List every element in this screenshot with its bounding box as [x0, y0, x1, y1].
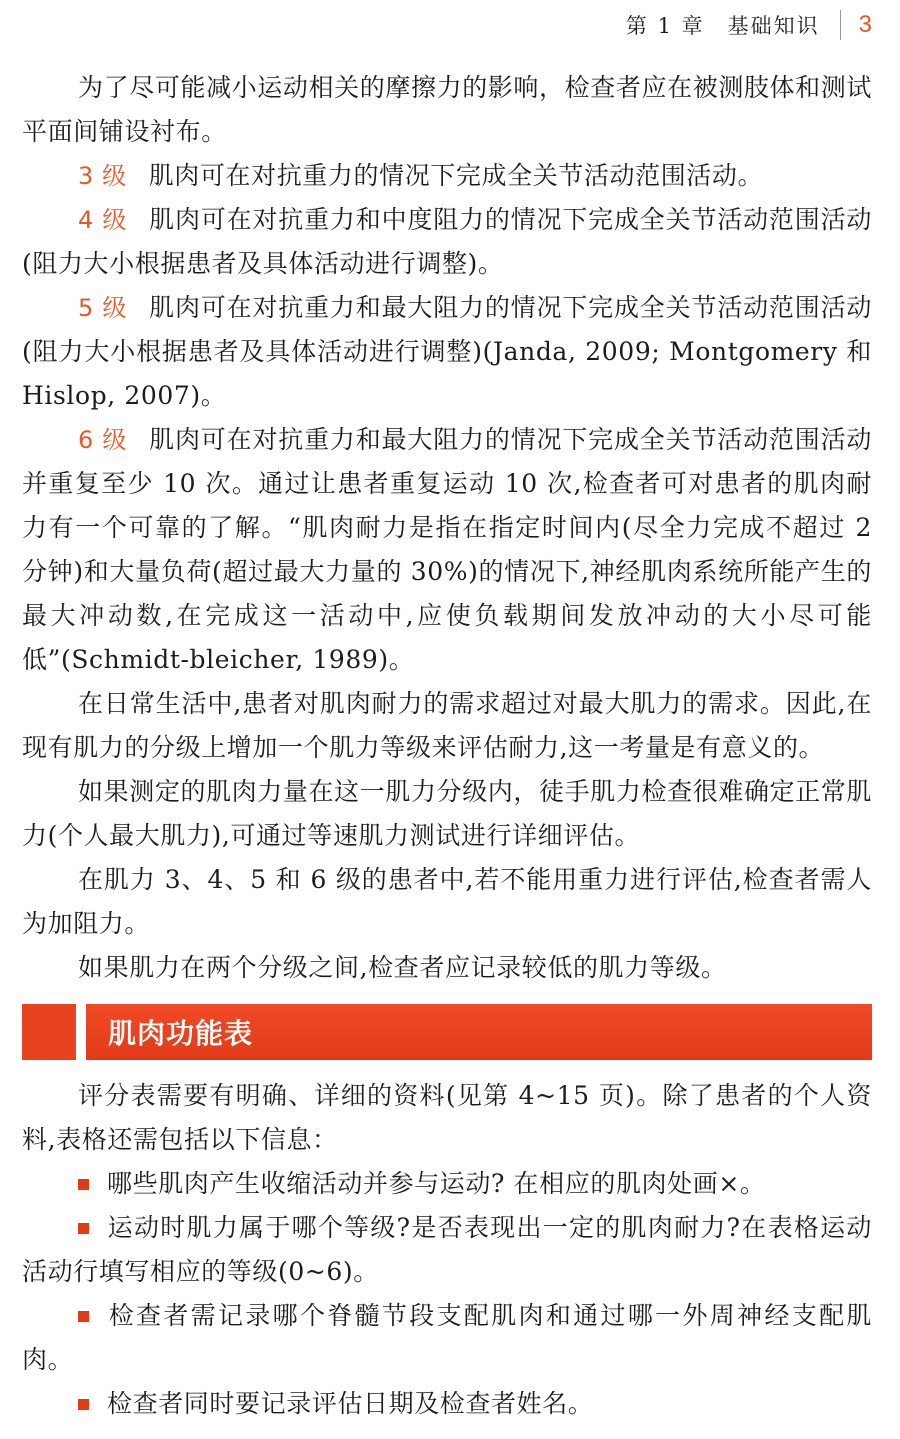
header-divider — [840, 10, 841, 40]
grade-5-label: 5 级 — [78, 294, 128, 322]
list-item: 哪些肌肉产生收缩活动并参与运动? 在相应的肌肉处画×。 — [22, 1162, 872, 1206]
grade-4-label: 4 级 — [78, 206, 128, 234]
section-title: 肌肉功能表 — [108, 1017, 254, 1050]
paragraph-friction: 为了尽可能减小运动相关的摩擦力的影响，检查者应在被测肢体和测试平面间铺设衬布。 — [22, 73, 872, 146]
grade-4-text: 肌肉可在对抗重力和中度阻力的情况下完成全关节活动范围活动(阻力大小根据患者及具体活动进行调整)。 — [22, 205, 872, 278]
list-item: 检查者同时要记录评估日期及检查者姓名。 — [22, 1382, 872, 1426]
list-item: 运动时肌力属于哪个等级?是否表现出一定的肌肉耐力?在表格运动活动行填写相应的等级(0~6)。 — [22, 1213, 872, 1286]
grade-6-text: 肌肉可在对抗重力和最大阻力的情况下完成全关节活动范围活动并重复至少 10 次。通过让患者重复运动 10 次,检查者可对患者的肌肉耐力有一个可靠的了解。“肌肉耐力是指在指定时间内(尽全力完成不超过 2 分钟)和大量负荷(超过最大力量的 30%)的情况下,神经肌肉系统所能产生的最大冲动数,在完成这一活动中,应使负载期间发放冲动的大小尽可能低”(Schmidt-bleicher, 1989)。 — [22, 425, 872, 674]
grade-6-paragraph — [22, 418, 872, 682]
square-bullet-icon — [78, 1223, 89, 1234]
grade-6-label: 6 级 — [78, 426, 128, 454]
square-bullet-icon — [78, 1311, 89, 1322]
paragraph-form-intro: 评分表需要有明确、详细的资料(见第 4~15 页)。除了患者的个人资料,表格还需包括以下信息： — [22, 1081, 872, 1154]
square-bullet-icon — [78, 1179, 89, 1190]
section-bar-main — [86, 1004, 872, 1060]
chapter-title: 第 1 章 基础知识 — [625, 14, 820, 38]
grade-4-paragraph — [22, 198, 872, 286]
page-header — [626, 10, 872, 40]
grade-5-paragraph — [22, 286, 872, 418]
square-bullet-icon — [78, 1399, 89, 1410]
paragraph-between-grades: 如果肌力在两个分级之间,检查者应记录较低的肌力等级。 — [78, 953, 727, 982]
section-heading-bar — [22, 1004, 872, 1060]
paragraph-manual-resistance: 在肌力 3、4、5 和 6 级的患者中,若不能用重力进行评估,检查者需人为加阻力。 — [22, 865, 872, 938]
page-body — [22, 66, 872, 1426]
paragraph-isokinetic: 如果测定的肌肉力量在这一肌力分级内，徒手肌力检查很难确定正常肌力(个人最大肌力),可通过等速肌力测试进行详细评估。 — [22, 777, 872, 850]
section-bar-tab — [22, 1004, 76, 1060]
page-number: 3 — [858, 11, 872, 38]
grade-3-paragraph — [22, 154, 872, 198]
grade-3-text: 肌肉可在对抗重力的情况下完成全关节活动范围活动。 — [148, 161, 764, 190]
grade-5-text: 肌肉可在对抗重力和最大阻力的情况下完成全关节活动范围活动 (阻力大小根据患者及具体活动进行调整)(Janda, 2009; Montgomery 和 Hislop, 2007)。 — [22, 293, 872, 410]
grade-3-label: 3 级 — [78, 162, 127, 190]
list-item: 检查者需记录哪个脊髓节段支配肌肉和通过哪一外周神经支配肌肉。 — [22, 1301, 872, 1374]
paragraph-daily-life: 在日常生活中,患者对肌肉耐力的需求超过对最大肌力的需求。因此,在现有肌力的分级上增加一个肌力等级来评估耐力,这一考量是有意义的。 — [22, 689, 872, 762]
